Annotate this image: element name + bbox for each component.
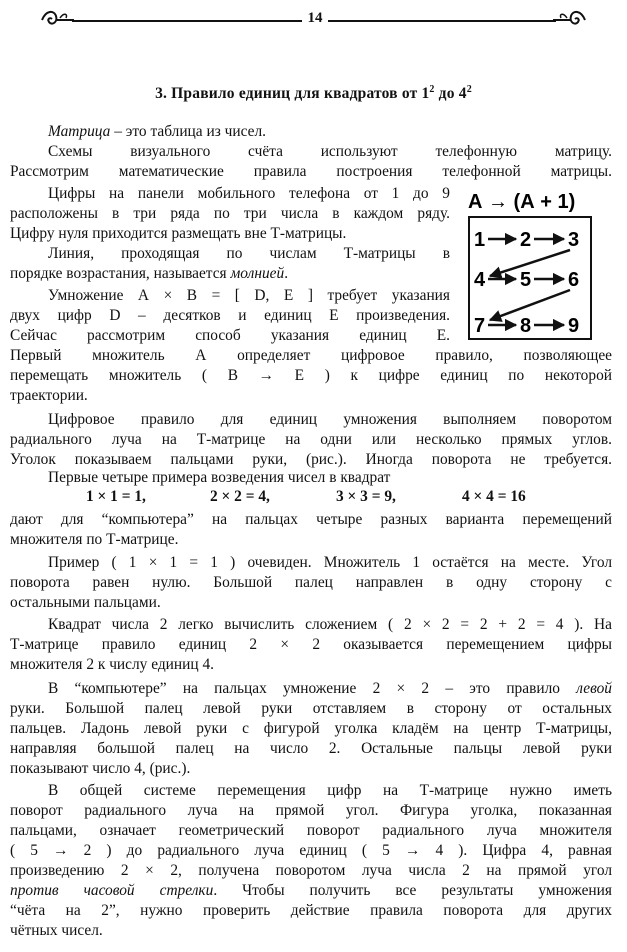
page-header xyxy=(40,6,587,36)
text-line: против часовой стрелки. Чтобы получить все результаты умножения xyxy=(10,882,612,899)
text-line: перемещать множитель ( В → Е ) к цифре единиц по некоторой xyxy=(10,367,612,384)
digit-4: 4 xyxy=(474,269,486,291)
page-number: 14 xyxy=(307,10,323,26)
digit-6: 6 xyxy=(568,269,580,291)
text-line: В “компьютере” на пальцах умножение 2 × 2 – это правило левой xyxy=(48,680,612,697)
digit-1: 1 xyxy=(474,229,486,251)
rule-label: А → (А + 1) xyxy=(468,191,576,213)
header-rule-left xyxy=(72,20,302,22)
text-line: Первый множитель А определяет цифровое правило, позволяющее xyxy=(10,347,612,364)
right-ornament-icon xyxy=(553,8,587,32)
text-line: Цифру нуля приходится размещать вне Т-матрицы. xyxy=(10,225,347,242)
text-line: расположены в три ряда по три числа в каждом ряду. xyxy=(10,205,450,222)
text-line: пальцами, означает геометрический поворот радиального луча множителя xyxy=(10,822,612,839)
text-line: множителя по Т-матрице. xyxy=(10,531,179,548)
text-line: произведению 2 × 2, получена поворотом луча числа 2 на прямой угол xyxy=(10,862,612,879)
square-example: 1 × 1 = 1, xyxy=(86,488,146,505)
text-line: направляя большой палец на число 2. Остальные пальцы левой руки xyxy=(10,740,612,757)
text-line: Уголок показываем пальцами руки, (рис.). Иногда поворота не требуется. xyxy=(10,451,612,468)
text-line: двух цифр D – десятков и единиц Е произведения. xyxy=(10,307,450,324)
left-ornament-icon xyxy=(40,8,74,32)
text-line: Цифры на панели мобильного телефона от 1 до 9 xyxy=(48,185,450,202)
text-line: радиального луча на Т-матрице на одни или несколько прямых углов. xyxy=(10,431,612,448)
square-example: 3 × 3 = 9, xyxy=(336,488,396,505)
text-line: порядке возрастания, называется молнией. xyxy=(10,265,289,282)
text-line: множителя 2 к числу единиц 4. xyxy=(10,656,215,673)
text-line: Сейчас рассмотрим способ указания единиц Е. xyxy=(10,327,450,344)
digit-2: 2 xyxy=(520,229,532,251)
text-line: “чёта на 2”, нужно проверить действие правила поворота для других xyxy=(10,902,612,919)
digit-8: 8 xyxy=(520,315,532,337)
digit-7: 7 xyxy=(474,315,486,337)
text-line: Пример ( 1 × 1 = 1 ) очевиден. Множитель 1 остаётся на месте. Угол xyxy=(48,554,612,571)
text-line: остальными пальцами. xyxy=(10,594,161,611)
text-line: чётных чисел. xyxy=(10,922,103,939)
text-line: Линия, проходящая по числам Т-матрицы в xyxy=(48,245,450,262)
text-line: поворота равен нулю. Большой палец направлен в одну сторону с xyxy=(10,574,612,591)
text-line: Умножение А × В = [ D, Е ] требует указания xyxy=(48,287,450,304)
square-example: 4 × 4 = 16 xyxy=(462,488,526,505)
text-line: дают для “компьютера” на пальцах четыре разных варианта перемещений xyxy=(10,511,612,528)
text-line: пальцев. Ладонь левой руки с фигурой уголка кладём на центр Т-матрицы, xyxy=(10,720,612,737)
section-title: 3. Правило единиц для квадратов от $1^2$ до $4^2$ xyxy=(155,84,472,103)
text-line: Т-матрице правило единиц 2 × 2 оказывается перемещением цифры xyxy=(10,636,612,653)
text-line: траектории. xyxy=(10,387,88,404)
text-line: поворот радиального луча на прямой угол. Фигура уголка, показанная xyxy=(10,802,612,819)
text-line: показывают число 4, (рис.). xyxy=(10,760,191,777)
digit-9: 9 xyxy=(568,315,580,337)
text-line: Квадрат числа 2 легко вычислить сложением ( 2 × 2 = 2 + 2 = 4 ). На xyxy=(48,616,612,633)
digit-5: 5 xyxy=(520,269,532,291)
t-matrix-figure xyxy=(468,186,592,346)
text-line: Первые четыре примера возведения чисел в квадрат xyxy=(48,469,391,486)
text-line: ( 5 → 2 ) до радиального луча единиц ( 5 → 4 ). Цифра 4, равная xyxy=(10,842,612,859)
text-line: Цифровое правило для единиц умножения выполняем поворотом xyxy=(48,411,612,428)
header-rule-right xyxy=(328,20,556,22)
digit-3: 3 xyxy=(568,229,580,251)
text-line: Рассмотрим математические правила построения телефонной матрицы. xyxy=(10,163,612,180)
t-matrix-diagram xyxy=(468,186,592,346)
text-line: Схемы визуального счёта используют телефонную матрицу. xyxy=(48,143,612,160)
text-line: руки. Большой палец левой руки отставляем в сторону от остальных xyxy=(10,700,612,717)
square-example: 2 × 2 = 4, xyxy=(210,488,270,505)
text-line: Матрица – это таблица из чисел. xyxy=(48,123,266,140)
text-line: В общей системе перемещения цифр на Т-матрице нужно иметь xyxy=(48,782,612,799)
